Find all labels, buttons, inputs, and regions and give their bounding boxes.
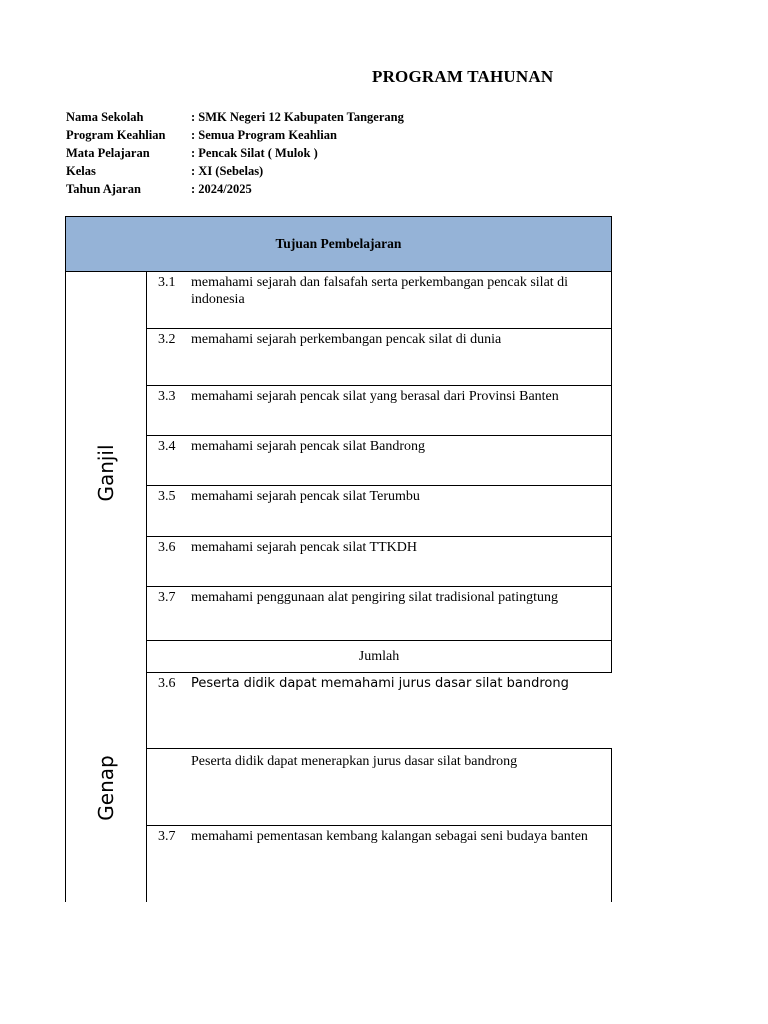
semester-ganjil [65, 272, 612, 673]
info-row-school [66, 108, 404, 126]
info-label: Kelas [66, 163, 96, 178]
table-row [147, 272, 612, 329]
table-row [147, 329, 612, 386]
info-value: : Pencak Silat ( Mulok ) [191, 145, 318, 160]
info-value: : Semua Program Keahlian [191, 127, 337, 142]
info-row-year [66, 180, 404, 198]
info-value: : XI (Sebelas) [191, 163, 264, 178]
table-row [147, 537, 612, 587]
objective-number: 3.1 [158, 275, 176, 290]
table-row [147, 673, 612, 749]
objective-text: memahami sejarah dan falsafah serta perkembangan pencak silat di indonesia [191, 275, 569, 307]
learning-objectives-table [65, 216, 612, 902]
info-label: Tahun Ajaran [66, 181, 141, 196]
table-row [147, 587, 612, 641]
objective-number: 3.4 [158, 439, 176, 454]
objective-text: Peserta didik dapat memahami jurus dasar silat bandrong [191, 676, 569, 691]
info-value: : 2024/2025 [191, 181, 252, 196]
table-row [147, 749, 612, 826]
objective-number: 3.3 [158, 389, 176, 404]
semester-label: Ganjil [94, 443, 118, 502]
semester-cell [66, 673, 147, 902]
objective-number: 3.6 [158, 676, 176, 691]
table-row [147, 386, 612, 436]
objective-text: memahami sejarah pencak silat TTKDH [191, 540, 417, 555]
table-header: Tujuan Pembelajaran [65, 216, 612, 272]
table-row [147, 486, 612, 537]
objective-number: 3.7 [158, 829, 176, 844]
objective-text: memahami sejarah pencak silat yang berasal dari Provinsi Banten [191, 389, 559, 404]
objective-text: memahami sejarah perkembangan pencak silat di dunia [191, 332, 502, 347]
total-row: Jumlah [147, 641, 612, 673]
table-row [147, 826, 612, 902]
objective-text: Peserta didik dapat menerapkan jurus dasar silat bandrong [191, 754, 518, 769]
document-info [66, 108, 404, 198]
info-row-program [66, 126, 404, 144]
semester-label: Genap [94, 754, 118, 821]
info-label: Nama Sekolah [66, 109, 144, 124]
info-label: Mata Pelajaran [66, 145, 150, 160]
table-row [147, 436, 612, 486]
objective-text: memahami penggunaan alat pengiring silat tradisional patingtung [191, 590, 559, 605]
info-label: Program Keahlian [66, 127, 166, 142]
objective-text: memahami sejarah pencak silat Terumbu [191, 489, 420, 504]
info-value: : SMK Negeri 12 Kabupaten Tangerang [191, 109, 404, 124]
objective-text: memahami pementasan kembang kalangan sebagai seni budaya banten [191, 829, 588, 844]
info-row-class [66, 162, 404, 180]
page-title: PROGRAM TAHUNAN [372, 67, 554, 86]
semester-genap [65, 673, 612, 902]
objective-number: 3.2 [158, 332, 176, 347]
objective-text: memahami sejarah pencak silat Bandrong [191, 439, 426, 454]
semester-cell [66, 272, 147, 673]
objective-number: 3.6 [158, 540, 176, 555]
objective-number: 3.5 [158, 489, 176, 504]
info-row-subject [66, 144, 404, 162]
objective-number: 3.7 [158, 590, 176, 605]
